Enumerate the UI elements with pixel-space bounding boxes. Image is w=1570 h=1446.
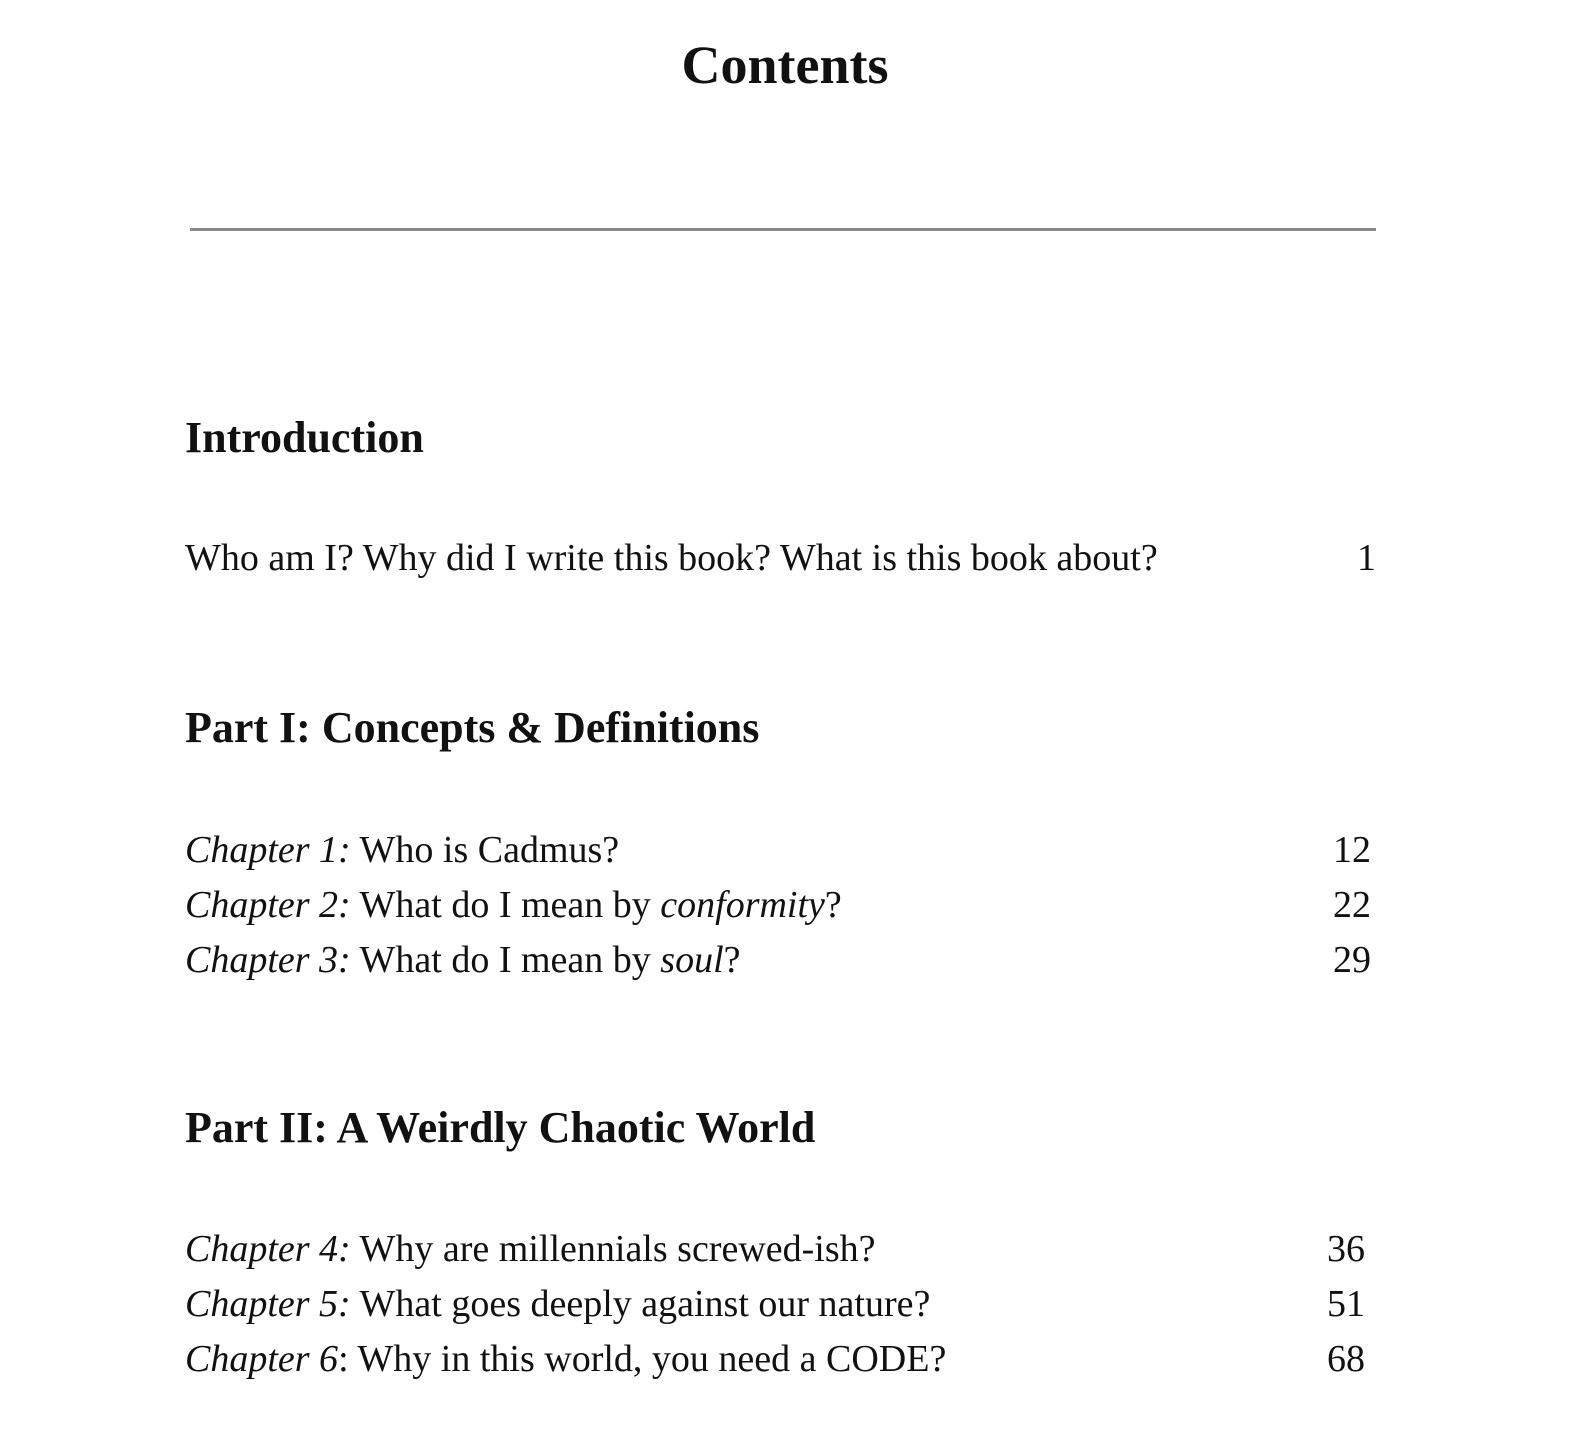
- toc-page-number: 68: [1327, 1338, 1365, 1380]
- chapter-title: What goes deeply against our nature?: [350, 1283, 931, 1325]
- toc-page-number: 51: [1327, 1283, 1365, 1325]
- toc-page-number: 1: [1357, 537, 1376, 579]
- toc-entry-chapter-2[interactable]: [185, 880, 1375, 930]
- section-heading-introduction: Introduction: [185, 413, 424, 462]
- page-title: Contents: [681, 35, 889, 95]
- toc-page-number: 29: [1333, 939, 1371, 981]
- chapter-title: Who is Cadmus?: [350, 829, 620, 871]
- toc-entry-text: Who am I? Why did I write this book? What is this book about?: [185, 537, 1158, 579]
- toc-page-number: 22: [1333, 884, 1371, 926]
- section-heading-part-2: Part II: A Weirdly Chaotic World: [185, 1103, 816, 1152]
- chapter-title: What do I mean by: [350, 884, 661, 926]
- toc-page-number: 12: [1333, 829, 1371, 871]
- toc-entry-chapter-6[interactable]: [185, 1334, 1375, 1384]
- chapter-prefix: Chapter 4:: [185, 1228, 351, 1270]
- chapter-prefix: Chapter 6: [185, 1338, 339, 1380]
- chapter-prefix: Chapter 1:: [185, 829, 351, 871]
- chapter-title-end: ?: [824, 884, 842, 926]
- toc-entry-introduction[interactable]: [185, 533, 1375, 583]
- toc-entry-chapter-3[interactable]: [185, 935, 1375, 985]
- chapter-prefix: Chapter 5:: [185, 1283, 351, 1325]
- chapter-title: What do I mean by: [350, 939, 661, 981]
- chapter-title-end: ?: [723, 939, 741, 981]
- toc-entry-chapter-4[interactable]: [185, 1224, 1375, 1274]
- chapter-prefix: Chapter 3:: [185, 939, 351, 981]
- chapter-title-emphasis: conformity: [660, 884, 825, 926]
- toc-entry-chapter-5[interactable]: [185, 1279, 1375, 1329]
- chapter-title: Why are millennials screwed-ish?: [350, 1228, 876, 1270]
- toc-entry-chapter-1[interactable]: [185, 825, 1375, 875]
- chapter-title-emphasis: soul: [660, 939, 724, 981]
- toc-page-number: 36: [1327, 1228, 1365, 1270]
- section-heading-part-1: Part I: Concepts & Definitions: [185, 703, 760, 752]
- title-divider: [190, 228, 1376, 231]
- chapter-prefix: Chapter 2:: [185, 884, 351, 926]
- chapter-title: : Why in this world, you need a CODE?: [338, 1338, 947, 1380]
